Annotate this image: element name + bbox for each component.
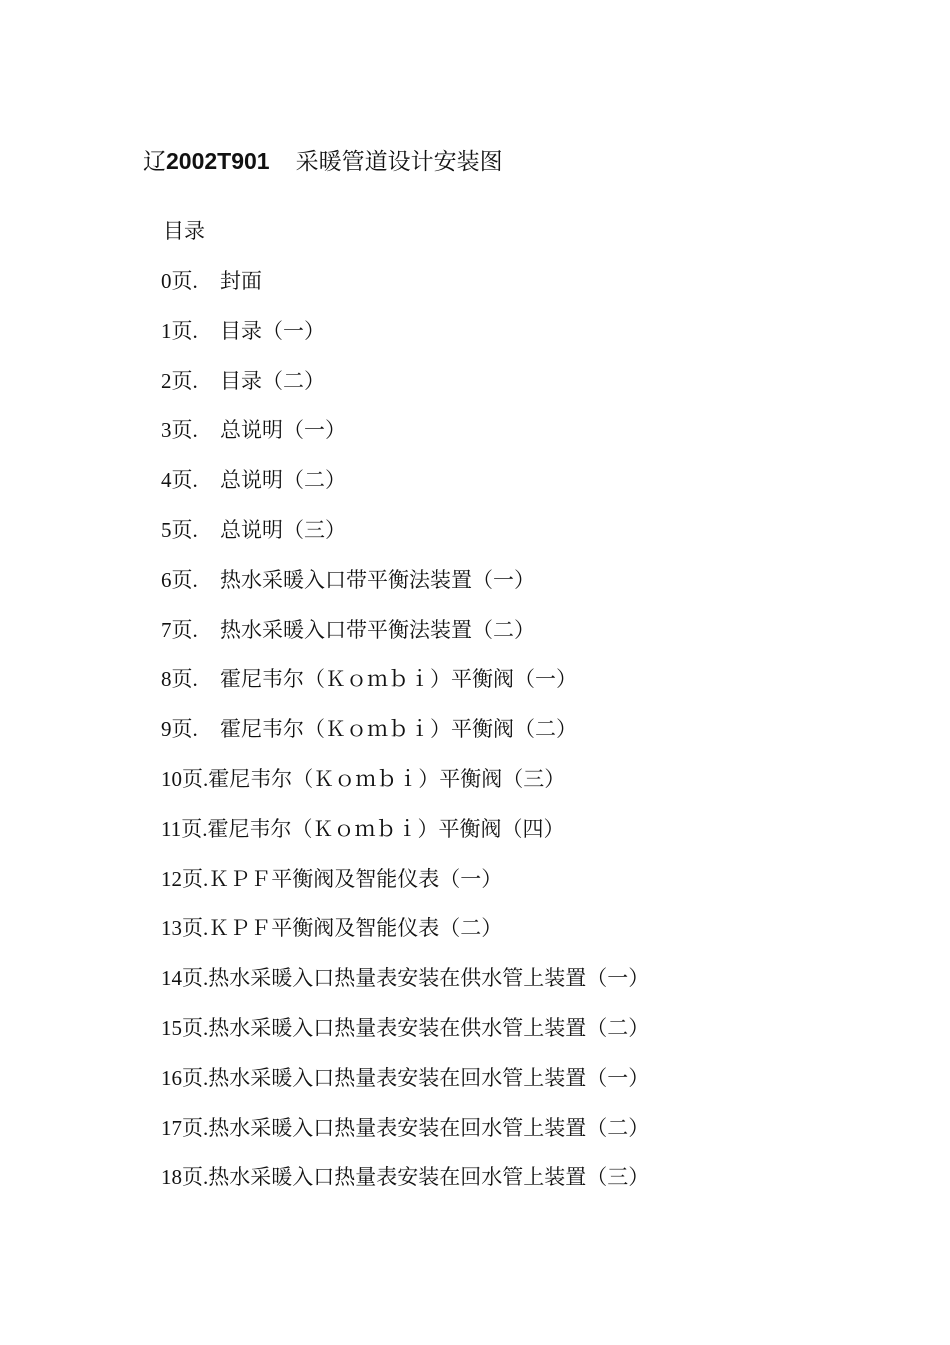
toc-page-number: 16页.	[161, 1065, 209, 1090]
toc-page-number: 11页.	[161, 816, 208, 841]
toc-page-number: 6页.	[161, 567, 198, 592]
toc-item	[161, 1113, 649, 1163]
toc-item	[161, 1162, 649, 1212]
toc-item	[161, 415, 649, 465]
toc-page-number: 12页.	[161, 866, 209, 891]
toc-item-title: 热水采暖入口带平衡法装置（一）	[220, 567, 535, 592]
toc-item	[161, 465, 649, 515]
toc-item	[161, 266, 649, 316]
toc-item-title: 霍尼韦尔（Ｋｏｍｂｉ）平衡阀（四）	[207, 816, 565, 841]
toc-item-title: 热水采暖入口带平衡法装置（二）	[220, 617, 535, 642]
toc-item	[161, 565, 649, 615]
toc-item-title: 热水采暖入口热量表安装在供水管上装置（二）	[208, 1015, 650, 1040]
toc-item-title: 热水采暖入口热量表安装在回水管上装置（二）	[208, 1115, 650, 1140]
toc-item	[161, 764, 649, 814]
toc-item	[161, 814, 649, 864]
toc-item-title: ＫＰＦ平衡阀及智能仪表（一）	[208, 866, 503, 891]
toc-page-number: 15页.	[161, 1015, 209, 1040]
toc-page-number: 17页.	[161, 1115, 209, 1140]
document-title	[143, 145, 503, 178]
toc-page-number: 13页.	[161, 916, 209, 941]
toc-item	[161, 615, 649, 665]
toc-item-title: 热水采暖入口热量表安装在供水管上装置（一）	[208, 966, 650, 991]
toc-item	[161, 963, 649, 1013]
toc-item-title: 霍尼韦尔（Ｋｏｍｂｉ）平衡阀（一）	[220, 667, 577, 692]
toc-item-title: 总说明（三）	[220, 517, 346, 542]
toc-item	[161, 913, 649, 963]
toc-item-title: 霍尼韦尔（Ｋｏｍｂｉ）平衡阀（三）	[208, 766, 566, 791]
toc-page-number: 7页.	[161, 617, 198, 642]
toc-item	[161, 366, 649, 416]
toc-page-number: 10页.	[161, 766, 209, 791]
toc-item-title: ＫＰＦ平衡阀及智能仪表（二）	[208, 916, 503, 941]
title-code: 2002T901	[166, 148, 270, 174]
title-text: 采暖管道设计安装图	[295, 149, 503, 175]
toc-page-number: 4页.	[161, 468, 198, 493]
toc-page-number: 14页.	[161, 966, 209, 991]
toc-page-number: 5页.	[161, 517, 198, 542]
toc-item	[161, 316, 649, 366]
toc-page-number: 0页.	[161, 269, 198, 293]
toc-item-title: 总说明（二）	[220, 468, 346, 493]
toc-page-number: 18页.	[161, 1165, 209, 1190]
toc-item-title: 霍尼韦尔（Ｋｏｍｂｉ）平衡阀（二）	[220, 717, 577, 742]
toc-item	[161, 864, 649, 914]
toc-item	[161, 1063, 649, 1113]
toc-page-number: 3页.	[161, 418, 198, 443]
toc-item	[161, 664, 649, 714]
toc-item-title: 目录（一）	[220, 318, 325, 343]
toc-item	[161, 1013, 649, 1063]
toc-heading: 目录	[163, 219, 205, 243]
toc-item-title: 总说明（一）	[220, 418, 346, 443]
toc-item	[161, 714, 649, 764]
toc-item	[161, 515, 649, 565]
toc-item-title: 封面	[220, 269, 262, 293]
toc-page-number: 9页.	[161, 717, 198, 742]
title-prefix: 辽	[143, 149, 166, 175]
toc-item-title: 热水采暖入口热量表安装在回水管上装置（三）	[208, 1165, 650, 1190]
toc-page-number: 2页.	[161, 368, 198, 393]
toc-page-number: 8页.	[161, 667, 198, 692]
toc-item-title: 目录（二）	[220, 368, 325, 393]
toc-page-number: 1页.	[161, 318, 198, 343]
toc-item-title: 热水采暖入口热量表安装在回水管上装置（一）	[208, 1065, 650, 1090]
toc-list	[161, 266, 649, 1212]
